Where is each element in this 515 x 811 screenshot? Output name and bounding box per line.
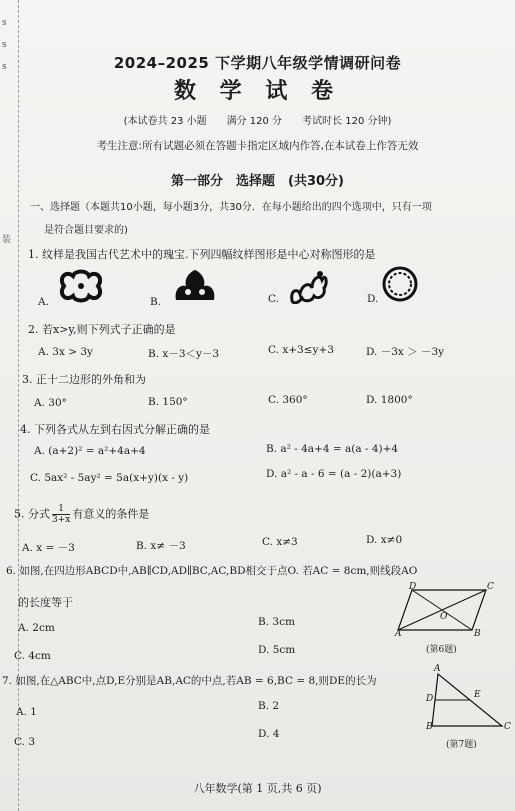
- binding-mark: s: [2, 62, 7, 72]
- q4-option-d: D. a² - a - 6 = (a - 2)(a+3): [266, 468, 402, 480]
- exam-notice: 考生注意:所有试题必须在答题卡指定区域内作答,在本试卷上作答无效: [96, 140, 419, 152]
- q2-option-c: C. x+3≤y+3: [268, 344, 334, 356]
- q6-figure-caption: (第6题): [426, 645, 457, 655]
- q7-option-c: C. 3: [14, 736, 36, 748]
- q5-text-post: 有意义的条件是: [72, 507, 150, 521]
- q5-option-d: D. x≠0: [366, 534, 403, 546]
- q4-option-c: C. 5ax² - 5ay² = 5a(x+y)(x - y): [30, 472, 189, 484]
- q5-option-c: C. x≠3: [262, 536, 298, 548]
- question-4: 4. 下列各式从左到右因式分解正确的是: [20, 423, 210, 436]
- question-6-cont: 的长度等于: [18, 596, 73, 609]
- q5-option-a: A. x = －3: [22, 542, 75, 554]
- question-1: 1. 纹样是我国古代艺术中的瑰宝.下列四幅纹样图形是中心对称图形的是: [28, 248, 376, 261]
- section-instruction-1: 一、选择题（本题共10小题，每小题3分，共30分．在每小题给出的四个选项中，只有一项: [30, 202, 432, 213]
- exam-info: (本试卷共 23 小题 满分 120 分 考试时长 120 分钟): [123, 116, 392, 127]
- q1-option-b: B.: [150, 296, 162, 308]
- q6-label-o: O: [440, 612, 448, 622]
- page-footer: 八年数学(第 1 页,共 6 页): [193, 782, 322, 795]
- q5-text-pre: 5. 分式: [14, 507, 50, 521]
- exam-title: 2024–2025 下学期八年级学情调研问卷: [113, 54, 402, 72]
- q5-fraction-numerator: 1: [52, 504, 70, 515]
- question-2: 2. 若x>y,则下列式子正确的是: [28, 323, 176, 336]
- q3-option-c: C. 360°: [268, 394, 308, 406]
- q2-option-a: A. 3x > 3y: [38, 346, 93, 358]
- binding-mark: 装: [2, 235, 12, 245]
- question-6: 6. 如图,在四边形ABCD中,AB∥CD,AD∥BC,AC,BD相交于点O. 若AC = 8cm,则线段AO: [6, 565, 418, 577]
- question-7: 7. 如图,在△ABC中,点D,E分别是AB,AC的中点,若AB = 6,BC = 8,则DE的长为: [2, 675, 377, 687]
- q5-fraction-denominator: 3+x: [52, 515, 71, 525]
- q6-label-a: A: [395, 629, 402, 639]
- q7-label-e: E: [474, 690, 481, 700]
- q3-option-d: D. 1800°: [366, 394, 413, 406]
- q4-option-b: B. a² - 4a+4 = a(a - 4)+4: [266, 443, 399, 455]
- q1-option-a: A.: [38, 296, 49, 308]
- part-title: 第一部分 选择题 (共30分): [171, 174, 344, 189]
- q7-label-b: B: [426, 722, 433, 732]
- q6-option-d: D. 5cm: [258, 644, 296, 656]
- q7-label-d: D: [426, 694, 434, 704]
- q3-option-b: B. 150°: [148, 396, 188, 408]
- q7-option-b: B. 2: [258, 700, 280, 712]
- q7-label-a: A: [434, 664, 441, 674]
- q6-option-b: B. 3cm: [258, 616, 295, 628]
- question-3: 3. 正十二边形的外角和为: [22, 373, 146, 386]
- q6-label-d: D: [409, 582, 417, 592]
- q7-label-c: C: [504, 722, 511, 732]
- q7-option-a: A. 1: [16, 706, 37, 718]
- q6-label-b: B: [474, 629, 481, 639]
- section-instruction-2: 是符合题目要求的): [44, 225, 128, 236]
- ring-pattern-icon: [382, 266, 418, 302]
- q2-option-d: D. －3x ＞ －3y: [366, 346, 445, 358]
- cloud-pattern-icon: [58, 268, 104, 304]
- q4-option-a: A. (a+2)² = a²+4a+4: [34, 445, 146, 457]
- binding-mark: s: [2, 18, 7, 28]
- q7-option-d: D. 4: [258, 728, 280, 740]
- auspicious-pattern-icon: [172, 268, 218, 304]
- q1-option-d: D.: [367, 293, 379, 305]
- q5-fraction: [52, 504, 70, 525]
- subject-title: 数 学 试 卷: [174, 78, 341, 104]
- q3-option-a: A. 30°: [34, 397, 67, 409]
- q6-option-a: A. 2cm: [18, 622, 55, 634]
- q1-option-c: C.: [268, 293, 279, 305]
- question-5: [14, 504, 149, 525]
- triangle-figure: [410, 668, 506, 732]
- q5-option-b: B. x≠ －3: [136, 540, 186, 552]
- q6-option-c: C. 4cm: [14, 650, 51, 662]
- binding-mark: s: [2, 40, 7, 50]
- q6-label-c: C: [487, 582, 494, 592]
- q7-figure-caption: (第7题): [446, 740, 477, 750]
- q2-option-b: B. x－3＜y－3: [148, 348, 220, 360]
- swirl-pattern-icon: [286, 266, 330, 304]
